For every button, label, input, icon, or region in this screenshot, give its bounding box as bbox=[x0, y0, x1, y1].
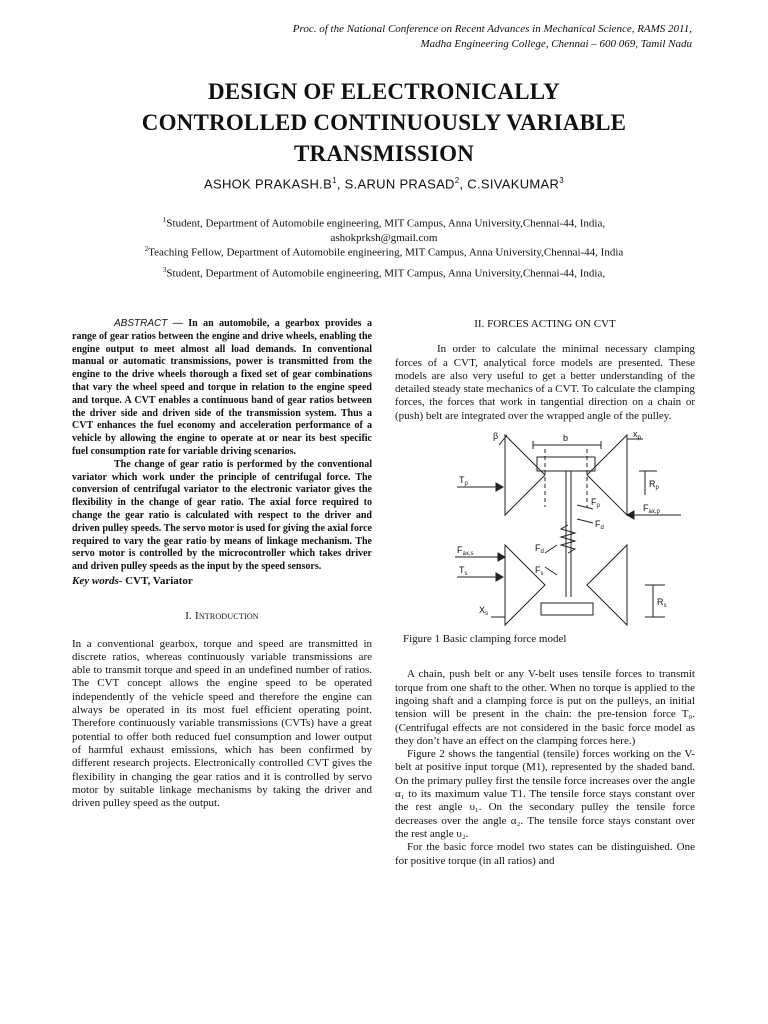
label-faxp: F bbox=[643, 503, 649, 514]
secondary-pulley-left-sheave bbox=[505, 545, 545, 625]
section-2-body: In order to calculate the minimal necessary clamping forces of a CVT, analytical force models are presented. These models are also very useful to get a better understanding of the detailed steady state mechanics of a CVT. To calculate the clamping forces, the forces that work in tangential direction on a chain or (push) belt are integrated over the wrapped angle of the pulley. bbox=[395, 343, 695, 422]
title-line-1: DESIGN OF ELECTRONICALLY bbox=[207, 79, 560, 104]
label-faxs-sub: ax,s bbox=[462, 551, 474, 558]
right-paragraph-2: Figure 2 shows the tangential (tensile) forces working on the V-belt at positive input torque (M1), represented by the shaded band. On the primary pulley first the tensile force increases over the angle α₁ to its maximum value T1. The tensile force stays constant over the rest angle υ₁. On the secondary pulley the tensile force decreases over the angle α₂. The tensile force stays constant over the rest angle υ₂. bbox=[395, 748, 695, 840]
author-1-mark: 1 bbox=[332, 176, 337, 185]
left-column bbox=[72, 318, 372, 810]
svg-text:Fax,s bbox=[457, 545, 474, 557]
chain-spring bbox=[561, 525, 575, 553]
keywords-label: Key words- bbox=[72, 574, 123, 587]
svg-text:Ts bbox=[459, 565, 468, 577]
keywords bbox=[72, 575, 372, 588]
label-faxp-sub: ax,p bbox=[648, 509, 660, 516]
label-fp: F bbox=[591, 497, 597, 508]
svg-text:Fp bbox=[591, 497, 601, 509]
paper-title bbox=[40, 76, 728, 169]
svg-text:Fs bbox=[535, 565, 544, 577]
primary-pulley-left-sheave bbox=[505, 435, 545, 515]
section-1-title: Introduction bbox=[194, 610, 259, 623]
title-line-2: CONTROLLED CONTINUOUSLY VARIABLE bbox=[141, 110, 627, 135]
author-2-mark: 2 bbox=[454, 176, 460, 185]
affiliation-2 bbox=[40, 242, 728, 260]
affiliation-1-mark: 1 bbox=[162, 216, 167, 224]
affiliation-2-text: Teaching Fellow, Department of Automobile engineering, MIT Campus, Anna University,Chennai-44, India bbox=[148, 246, 624, 259]
label-rs-sub: s bbox=[663, 603, 667, 610]
label-fp-sub: p bbox=[596, 503, 600, 510]
svg-text:Fd bbox=[535, 543, 544, 555]
affiliation-3 bbox=[40, 263, 728, 281]
clamping-force-figure bbox=[395, 427, 695, 627]
affiliation-3-text: Student, Department of Automobile engineering, MIT Campus, Anna University,Chennai-44, India, bbox=[166, 267, 606, 280]
svg-text:Rs bbox=[657, 597, 667, 609]
label-fd-secondary-sub: d bbox=[540, 549, 544, 556]
header-line-1: Proc. of the National Conference on Recent Advances in Mechanical Science, RAMS 2011, bbox=[292, 23, 692, 35]
svg-text:Xs bbox=[479, 605, 488, 617]
label-xs-sub: s bbox=[485, 611, 489, 618]
label-faxs: F bbox=[457, 545, 463, 556]
author-3: , C.SIVAKUMAR bbox=[459, 176, 560, 192]
label-fs: F bbox=[535, 565, 541, 576]
svg-text:Fax,p bbox=[643, 503, 661, 515]
label-xs: X bbox=[479, 605, 486, 616]
abstract-text-1: — In an automobile, a gearbox provides a range of gear ratios between the engine and drive wheels, enabling the engine output to meet almost all load demands. In conventional manual or automatic transmissions, power is transmitted from the engine to the drive wheels thorough a fixed set of gear combinations that vary the wheel speed and torque in relation to the engine speed and torque. A CVT enables a continuous band of gear ratios between the driver side and driven side of the transmission system. Thus a CVT enhances the fuel economy and acceleration performance of a vehicle by allowing the engine to operate at or near its best specific fuel consumption rate for variable driving scenarios. bbox=[72, 318, 372, 457]
author-email[interactable]: ashokprksh@gmail.com bbox=[330, 231, 438, 244]
right-paragraph-3: For the basic force model two states can be distinguished. One for positive torque (in all ratios) and bbox=[395, 841, 695, 867]
header-line-2: Madha Engineering College, Chennai – 600 069, Tamil Nadu bbox=[420, 38, 692, 50]
author-3-mark: 3 bbox=[559, 176, 564, 185]
label-rs: R bbox=[657, 597, 664, 608]
label-tp-sub: p bbox=[464, 481, 468, 488]
affiliation-1 bbox=[40, 213, 728, 245]
svg-text:Rp bbox=[649, 479, 660, 491]
label-xp-sub: p bbox=[637, 435, 641, 442]
label-ts: T bbox=[459, 565, 465, 576]
conference-header bbox=[132, 22, 692, 52]
author-list bbox=[40, 176, 728, 191]
section-2-heading: II. FORCES ACTING ON CVT bbox=[474, 318, 616, 330]
label-fs-sub: s bbox=[540, 571, 544, 578]
author-2: , S.ARUN PRASAD bbox=[336, 176, 455, 192]
abstract-paragraph-1 bbox=[72, 318, 372, 459]
right-paragraph-1: A chain, push belt or any V-belt uses tensile forces to transmit torque from one shaft to the other. When no torque is applied to the ingoing shaft and a clamping force is put on the pulleys, an initial tension will be present in the chain: the pre-tension force T₀. (Centrifugal effects are not considered in the basic force model as they don’t have an effect on the clamping forces here.) bbox=[395, 668, 695, 747]
section-1-heading bbox=[72, 610, 372, 623]
affiliation-2-mark: 2 bbox=[144, 245, 149, 253]
affiliation-3-mark: 3 bbox=[162, 266, 167, 274]
label-fd: F bbox=[595, 519, 601, 530]
label-rp: R bbox=[649, 479, 656, 490]
secondary-belt-section bbox=[541, 603, 593, 615]
svg-text:Tp bbox=[459, 475, 469, 487]
label-fd-sub: d bbox=[600, 525, 604, 532]
section-1-body: In a conventional gearbox, torque and speed are transmitted in discrete ratios, whereas continuously variable transmissions are able to transmit torque and speed in an undefined number of ratios. The CVT concept allows the engine speed to be operated independently of the vehicle speed and therefore the engine can always be operated in its most fuel efficient operating point. Therefore continuously variable transmissions (CVTs) have a great potential to offer both reduced fuel consumption and lower output of harmful exhaust emissions, which has been confirmed by different research projects. Electronically controlled CVT gives the flexibility in changing the gear ratios and it is controlled by servo motor by suitable linkage mechanisms by taking the driver and driven pulley speed as the output. bbox=[72, 637, 372, 810]
label-rp-sub: p bbox=[655, 485, 659, 492]
label-beta: β bbox=[493, 431, 499, 442]
affiliation-1-text: Student, Department of Automobile engineering, MIT Campus, Anna University,Chennai-44, India, bbox=[166, 217, 606, 230]
right-column bbox=[395, 318, 695, 868]
svg-text:Fd bbox=[595, 519, 604, 531]
primary-belt-section bbox=[537, 457, 595, 471]
label-tp: T bbox=[459, 475, 465, 486]
label-fd-secondary: F bbox=[535, 543, 541, 554]
keywords-values: CVT, Variator bbox=[122, 574, 193, 587]
label-b: b bbox=[563, 433, 569, 444]
title-line-3: TRANSMISSION bbox=[293, 141, 475, 166]
abstract-label: ABSTRACT bbox=[114, 318, 168, 329]
author-1: ASHOK PRAKASH.B bbox=[204, 176, 333, 192]
label-xp: x bbox=[633, 429, 638, 440]
section-1-number: I. bbox=[185, 610, 195, 623]
label-ts-sub: s bbox=[464, 571, 468, 578]
figure-1-caption: Figure 1 Basic clamping force model bbox=[403, 633, 567, 646]
clamping-force-diagram bbox=[395, 427, 695, 627]
abstract-paragraph-2: The change of gear ratio is performed by the conventional variator which work under the principle of centrifugal force. The conversion of centrifugal variator to the electronic variator gives the flexibility in the change of gear ratio. The axial force required to change the gear ratio is calculated with respect to the driver and driven pulley speeds. The servo motor is used for giving the axial force required to vary the gear ratio by means of linkage mechanism. The servo motor is controlled by the microcontroller which takes driver and driven pulley speeds as the input by the speed sensors. bbox=[72, 458, 372, 573]
